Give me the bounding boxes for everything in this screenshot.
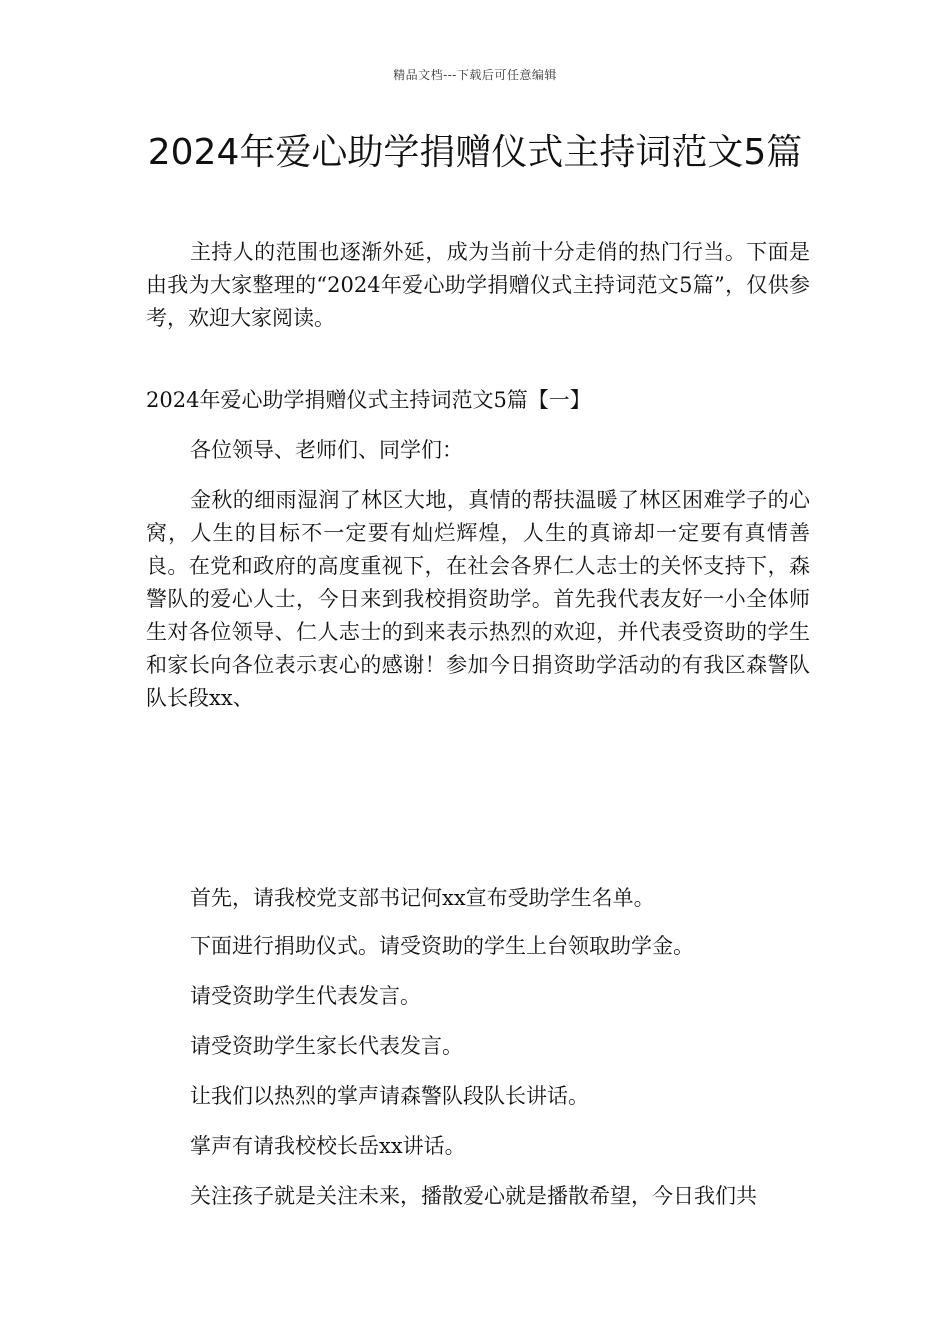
program-line: 掌声有请我校校长岳xx讲话。 xyxy=(190,1134,466,1158)
greeting-line: 各位领导、老师们、同学们： xyxy=(190,438,463,462)
program-line: 请受资助学生代表发言。 xyxy=(190,984,421,1008)
page-header-note: 精品文档---下载后可任意编辑 xyxy=(393,68,557,82)
main-paragraph: 金秋的细雨湿润了林区大地，真情的帮扶温暖了林区困难学子的心窝，人生的目标不一定要有灿烂辉煌，人生的真谛却一定要有真情善良。在党和政府的高度重视下，在社会各界仁人志士的关怀支持下，森警队的爱心人士，今日来到我校捐资助学。首先我代表友好一小全体师生对各位领导、仁人志士的到来表示热烈的欢迎，并代表受资助的学生和家长向各位表示衷心的感谢！参加今日捐资助学活动的有我区森警队队长段xx、 xyxy=(146,488,810,710)
program-line: 请受资助学生家长代表发言。 xyxy=(190,1034,463,1058)
program-line: 关注孩子就是关注未来，播散爱心就是播散希望，今日我们共 xyxy=(190,1184,757,1208)
intro-paragraph: 主持人的范围也逐渐外延，成为当前十分走俏的热门行当。下面是由我为大家整理的“2024年爱心助学捐赠仪式主持词范文5篇”，仅供参考，欢迎大家阅读。 xyxy=(146,240,810,330)
section-heading: 2024年爱心助学捐赠仪式主持词范文5篇【一】 xyxy=(146,388,591,412)
document-title: 2024年爱心助学捐赠仪式主持词范文5篇 xyxy=(147,132,803,173)
program-line: 首先，请我校党支部书记何xx宣布受助学生名单。 xyxy=(190,886,655,910)
program-line: 下面进行捐助仪式。请受资助的学生上台领取助学金。 xyxy=(190,934,694,958)
program-line: 让我们以热烈的掌声请森警队段队长讲话。 xyxy=(190,1084,589,1108)
